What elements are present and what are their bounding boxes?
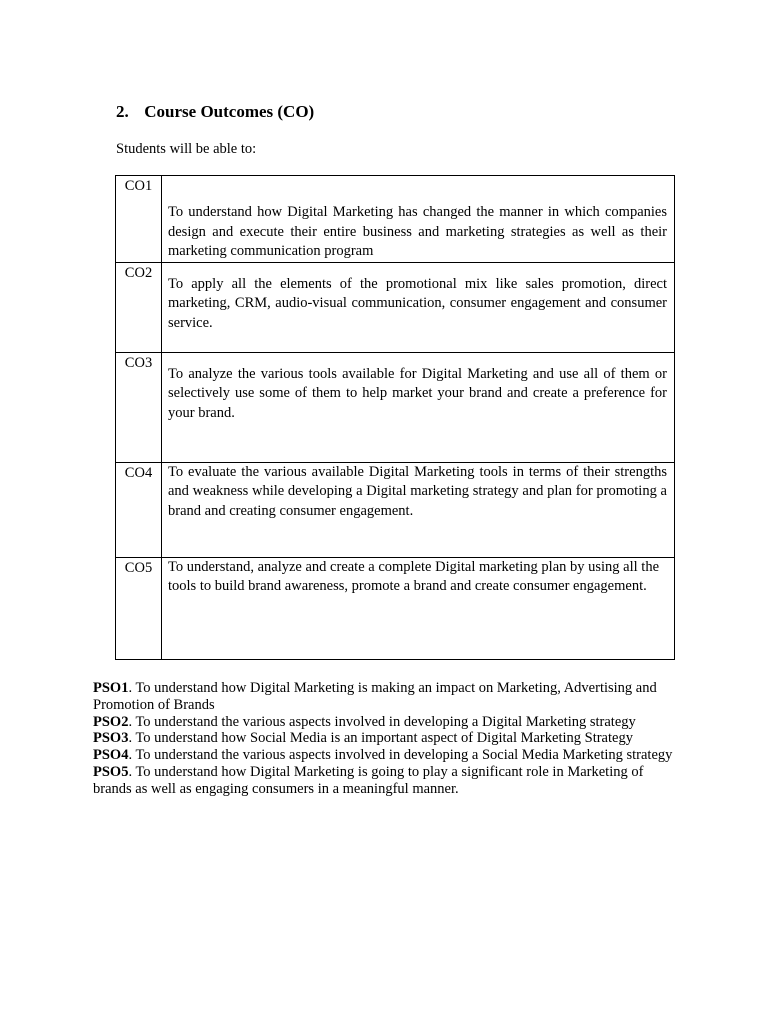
co-description: [162, 462, 675, 557]
table-row: [116, 352, 675, 462]
pso-code: PSO2: [93, 713, 129, 730]
pso-code: PSO5: [93, 763, 129, 780]
co-description-text: To apply all the elements of the promotional mix like sales promotion, direct marketing, CRM, audio-visual communication, consumer engagement and consumer service.: [168, 275, 667, 331]
pso-item: [93, 747, 683, 764]
pso-code: PSO4: [93, 747, 129, 764]
co-code: CO3: [116, 352, 162, 462]
pso-text: . To understand the various aspects involved in developing a Social Media Marketing strategy: [128, 747, 673, 764]
pso-item: [93, 714, 683, 731]
pso-item: [93, 680, 683, 714]
pso-code: PSO3: [93, 730, 129, 747]
pso-item: [93, 730, 683, 747]
pso-code: PSO1: [93, 680, 129, 696]
pso-text: . To understand how Social Media is an important aspect of Digital Marketing Strategy: [128, 730, 633, 747]
pso-list: [93, 680, 683, 798]
table-row: [116, 176, 675, 263]
section-number: 2.: [116, 102, 129, 121]
co-description-text: To understand, analyze and create a complete Digital marketing plan by using all the tools to build brand awareness, promote a brand and create consumer engagement.: [168, 558, 660, 594]
co-description: [162, 352, 675, 462]
table-row: [116, 262, 675, 352]
pso-text: . To understand how Digital Marketing is making an impact on Marketing, Advertising and Promotion of Brands: [93, 680, 657, 713]
section-heading: [116, 102, 314, 122]
co-code: CO4: [116, 462, 162, 557]
table-row: [116, 557, 675, 659]
pso-item: [93, 764, 683, 798]
course-outcomes-table: [115, 175, 675, 660]
table-row: [116, 462, 675, 557]
co-description-text: To analyze the various tools available for Digital Marketing and use all of them or selectively use some of them to help market your brand and create a preference for your brand.: [168, 365, 667, 421]
co-code: CO1: [116, 176, 162, 263]
pso-text: . To understand how Digital Marketing is going to play a significant role in Marketing of brands as well as engaging consumers in a meaningful manner.: [93, 763, 644, 797]
intro-text: Students will be able to:: [116, 141, 257, 157]
co-code: CO5: [116, 557, 162, 659]
co-description: [162, 557, 675, 659]
pso-text: . To understand the various aspects involved in developing a Digital Marketing strategy: [128, 713, 636, 730]
co-description-text: To evaluate the various available Digital Marketing tools in terms of their strengths and weakness while developing a Digital marketing strategy and plan for promoting a brand and creating consumer engagement.: [168, 463, 667, 519]
section-title: Course Outcomes (CO): [144, 102, 315, 121]
co-description-text: To understand how Digital Marketing has changed the manner in which companies design and execute their entire business and marketing strategies as well as their marketing communication program: [168, 204, 667, 259]
co-code: CO2: [116, 262, 162, 352]
co-description: [162, 176, 675, 263]
co-description: [162, 262, 675, 352]
